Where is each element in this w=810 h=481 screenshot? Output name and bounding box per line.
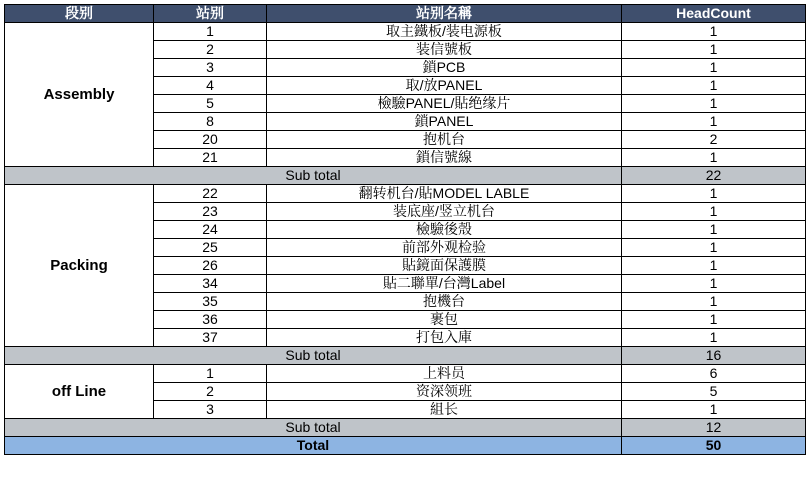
station-cell: 2 xyxy=(154,383,267,401)
station-name-cell: 资深领班 xyxy=(267,383,622,401)
station-name-cell: 抱機台 xyxy=(267,293,622,311)
station-name-cell: 貼鏡面保護膜 xyxy=(267,257,622,275)
headcount-cell: 1 xyxy=(622,293,806,311)
subtotal-value: 16 xyxy=(622,347,806,365)
subtotal-label: Sub total xyxy=(5,419,622,437)
station-name-cell: 上料员 xyxy=(267,365,622,383)
station-cell: 26 xyxy=(154,257,267,275)
station-cell: 24 xyxy=(154,221,267,239)
headcount-cell: 1 xyxy=(622,149,806,167)
station-cell: 1 xyxy=(154,23,267,41)
subtotal-row xyxy=(5,167,806,185)
headcount-cell: 1 xyxy=(622,275,806,293)
station-name-cell: 鎖信號線 xyxy=(267,149,622,167)
header-headcount: HeadCount xyxy=(622,5,806,23)
segment-packing: Packing xyxy=(5,185,154,347)
segment-assembly: Assembly xyxy=(5,23,154,167)
station-name-cell: 組长 xyxy=(267,401,622,419)
headcount-table xyxy=(4,4,806,455)
subtotal-label: Sub total xyxy=(5,347,622,365)
subtotal-row xyxy=(5,419,806,437)
station-cell: 5 xyxy=(154,95,267,113)
station-cell: 21 xyxy=(154,149,267,167)
headcount-cell: 2 xyxy=(622,131,806,149)
station-name-cell: 抱机台 xyxy=(267,131,622,149)
headcount-cell: 1 xyxy=(622,257,806,275)
station-name-cell: 檢驗後殼 xyxy=(267,221,622,239)
station-name-cell: 取主鐵板/装电源板 xyxy=(267,23,622,41)
headcount-cell: 1 xyxy=(622,77,806,95)
station-cell: 3 xyxy=(154,401,267,419)
station-name-cell: 翻转机台/貼MODEL LABLE xyxy=(267,185,622,203)
subtotal-label: Sub total xyxy=(5,167,622,185)
station-name-cell: 装底座/竖立机台 xyxy=(267,203,622,221)
station-name-cell: 取/放PANEL xyxy=(267,77,622,95)
station-name-cell: 打包入庫 xyxy=(267,329,622,347)
station-name-cell: 貼二聯單/台灣Label xyxy=(267,275,622,293)
header-segment: 段别 xyxy=(5,5,154,23)
table-row xyxy=(5,23,806,41)
headcount-cell: 1 xyxy=(622,203,806,221)
headcount-cell: 6 xyxy=(622,365,806,383)
headcount-cell: 1 xyxy=(622,113,806,131)
station-name-cell: 鎖PCB xyxy=(267,59,622,77)
headcount-cell: 1 xyxy=(622,95,806,113)
header-station: 站别 xyxy=(154,5,267,23)
total-value: 50 xyxy=(622,437,806,455)
station-cell: 1 xyxy=(154,365,267,383)
headcount-cell: 1 xyxy=(622,221,806,239)
station-name-cell: 裹包 xyxy=(267,311,622,329)
subtotal-value: 12 xyxy=(622,419,806,437)
header-station-name: 站别名稱 xyxy=(267,5,622,23)
station-cell: 20 xyxy=(154,131,267,149)
station-cell: 23 xyxy=(154,203,267,221)
table-row xyxy=(5,185,806,203)
subtotal-row xyxy=(5,347,806,365)
segment-off-line: off Line xyxy=(5,365,154,419)
station-cell: 36 xyxy=(154,311,267,329)
total-label: Total xyxy=(5,437,622,455)
headcount-cell: 1 xyxy=(622,23,806,41)
headcount-cell: 1 xyxy=(622,239,806,257)
headcount-cell: 1 xyxy=(622,401,806,419)
header-row xyxy=(5,5,806,23)
headcount-cell: 1 xyxy=(622,185,806,203)
headcount-cell: 1 xyxy=(622,41,806,59)
headcount-cell: 1 xyxy=(622,59,806,77)
table-row xyxy=(5,365,806,383)
station-cell: 22 xyxy=(154,185,267,203)
station-cell: 37 xyxy=(154,329,267,347)
station-name-cell: 装信號板 xyxy=(267,41,622,59)
station-name-cell: 檢驗PANEL/貼绝缘片 xyxy=(267,95,622,113)
subtotal-value: 22 xyxy=(622,167,806,185)
station-name-cell: 鎖PANEL xyxy=(267,113,622,131)
station-name-cell: 前部外观检验 xyxy=(267,239,622,257)
headcount-cell: 1 xyxy=(622,329,806,347)
station-cell: 34 xyxy=(154,275,267,293)
headcount-cell: 1 xyxy=(622,311,806,329)
station-cell: 4 xyxy=(154,77,267,95)
station-cell: 35 xyxy=(154,293,267,311)
station-cell: 2 xyxy=(154,41,267,59)
total-row xyxy=(5,437,806,455)
station-cell: 8 xyxy=(154,113,267,131)
station-cell: 25 xyxy=(154,239,267,257)
station-cell: 3 xyxy=(154,59,267,77)
headcount-cell: 5 xyxy=(622,383,806,401)
